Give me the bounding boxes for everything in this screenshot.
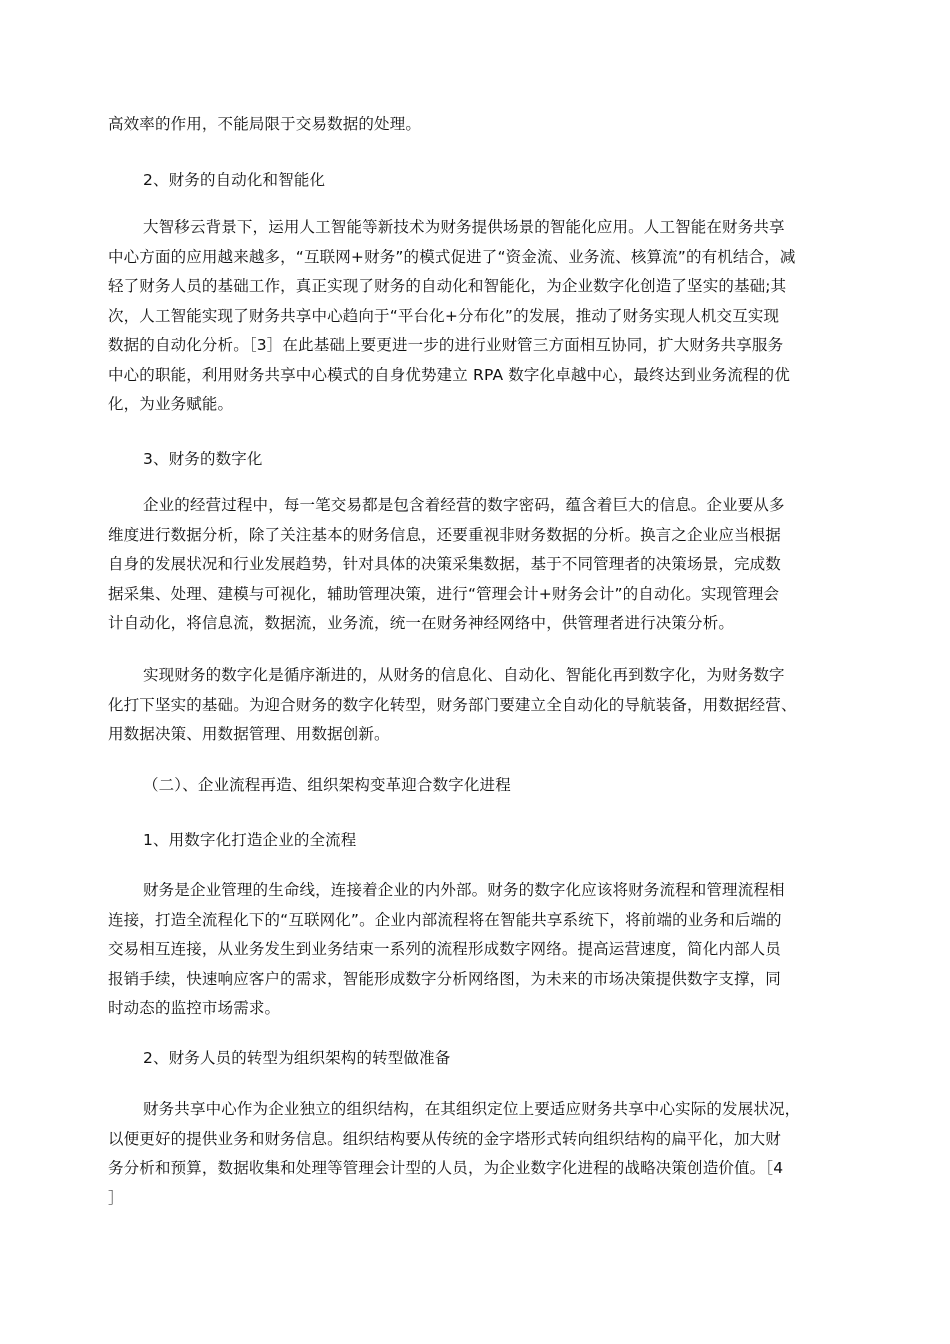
text-line: ］	[108, 1188, 124, 1207]
heading-process-reengineering	[108, 771, 850, 801]
section-heading: 3、财务的数字化	[143, 450, 263, 468]
text-line: 轻了财务人员的基础工作，真正实现了财务的自动化和智能化，为企业数字化创造了坚实的基础;其	[108, 277, 787, 295]
text-line: 次，人工智能实现了财务共享中心趋向于“平台化+分布化”的发展，推动了财务实现人机交互实现	[108, 306, 780, 325]
paragraph-full-process	[108, 876, 850, 1024]
text-line: 维度进行数据分析，除了关注基本的财务信息，还要重视非财务数据的分析。换言之企业应当根据	[108, 525, 781, 544]
text-line: 化，为业务赋能。	[108, 395, 234, 413]
text-line: 企业的经营过程中，每一笔交易都是包含着经营的数字密码，蕴含着巨大的信息。企业要从多	[143, 496, 785, 514]
text-line: 交易相互连接，从业务发生到业务结束一系列的流程形成数字网络。提高运营速度，简化内部人员	[108, 940, 781, 958]
text-line: 自身的发展状况和行业发展趋势，针对具体的决策采集数据，基于不同管理者的决策场景，完成数	[108, 555, 781, 573]
text-line: 中心的职能，利用财务共享中心模式的自身优势建立 RPA 数字化卓越中心，最终达到业务流程的优	[108, 365, 790, 384]
section-heading: 1、用数字化打造企业的全流程	[143, 831, 357, 849]
heading-digitalization	[108, 445, 850, 475]
text-line: 时动态的监控市场需求。	[108, 999, 281, 1017]
text-line: 据采集、处理、建模与可视化，辅助管理决策，进行“管理会计+财务会计”的自动化。实现管理会	[108, 584, 780, 603]
section-heading: （二）、企业流程再造、组织架构变革迎合数字化进程	[143, 776, 511, 794]
text-line: 务分析和预算，数据收集和处理等管理会计型的人员，为企业数字化进程的战略决策创造价值。［4	[108, 1159, 784, 1177]
text-line: 计自动化，将信息流，数据流，业务流，统一在财务神经网络中，供管理者进行决策分析。	[108, 614, 735, 632]
text-line: 实现财务的数字化是循序渐进的，从财务的信息化、自动化、智能化再到数字化，为财务数字	[143, 666, 785, 684]
paragraph-digitalization-2	[108, 661, 850, 750]
paragraph-automation	[108, 213, 850, 420]
heading-full-process	[108, 826, 850, 856]
text-line: 连接，打造全流程化下的“互联网化”。企业内部流程将在智能共享系统下，将前端的业务和后端的	[108, 910, 782, 929]
text-line: 报销手续，快速响应客户的需求，智能形成数字分析网络图，为未来的市场决策提供数字支撑，同	[108, 969, 781, 988]
heading-staff-transformation	[108, 1044, 850, 1074]
text-line: 以便更好的提供业务和财务信息。组织结构要从传统的金字塔形式转向组织结构的扁平化，加大财	[108, 1129, 781, 1148]
paragraph-digitalization-1	[108, 491, 850, 639]
heading-automation	[108, 166, 850, 196]
paragraph-staff-transformation	[108, 1095, 850, 1213]
text-line: 数据的自动化分析。［3］在此基础上要更进一步的进行业财管三方面相互协同，扩大财务共享服务	[108, 336, 784, 354]
text-line: 用数据决策、用数据管理、用数据创新。	[108, 725, 390, 743]
text-line: 财务是企业管理的生命线，连接着企业的内外部。财务的数字化应该将财务流程和管理流程相	[143, 881, 785, 899]
section-heading: 2、财务人员的转型为组织架构的转型做准备	[143, 1049, 451, 1067]
section-heading: 2、财务的自动化和智能化	[143, 171, 326, 189]
paragraph-continuation	[108, 110, 850, 140]
text-line: 中心方面的应用越来越多，“互联网+财务”的模式促进了“资金流、业务流、核算流”的有机结合，减	[108, 247, 796, 266]
text-line: 财务共享中心作为企业独立的组织结构，在其组织定位上要适应财务共享中心实际的发展状况，	[143, 1100, 801, 1118]
text-line: 高效率的作用，不能局限于交易数据的处理。	[108, 115, 422, 133]
text-line: 大智移云背景下，运用人工智能等新技术为财务提供场景的智能化应用。人工智能在财务共享	[143, 218, 785, 236]
text-line: 化打下坚实的基础。为迎合财务的数字化转型，财务部门要建立全自动化的导航装备，用数据经营、	[108, 695, 797, 714]
